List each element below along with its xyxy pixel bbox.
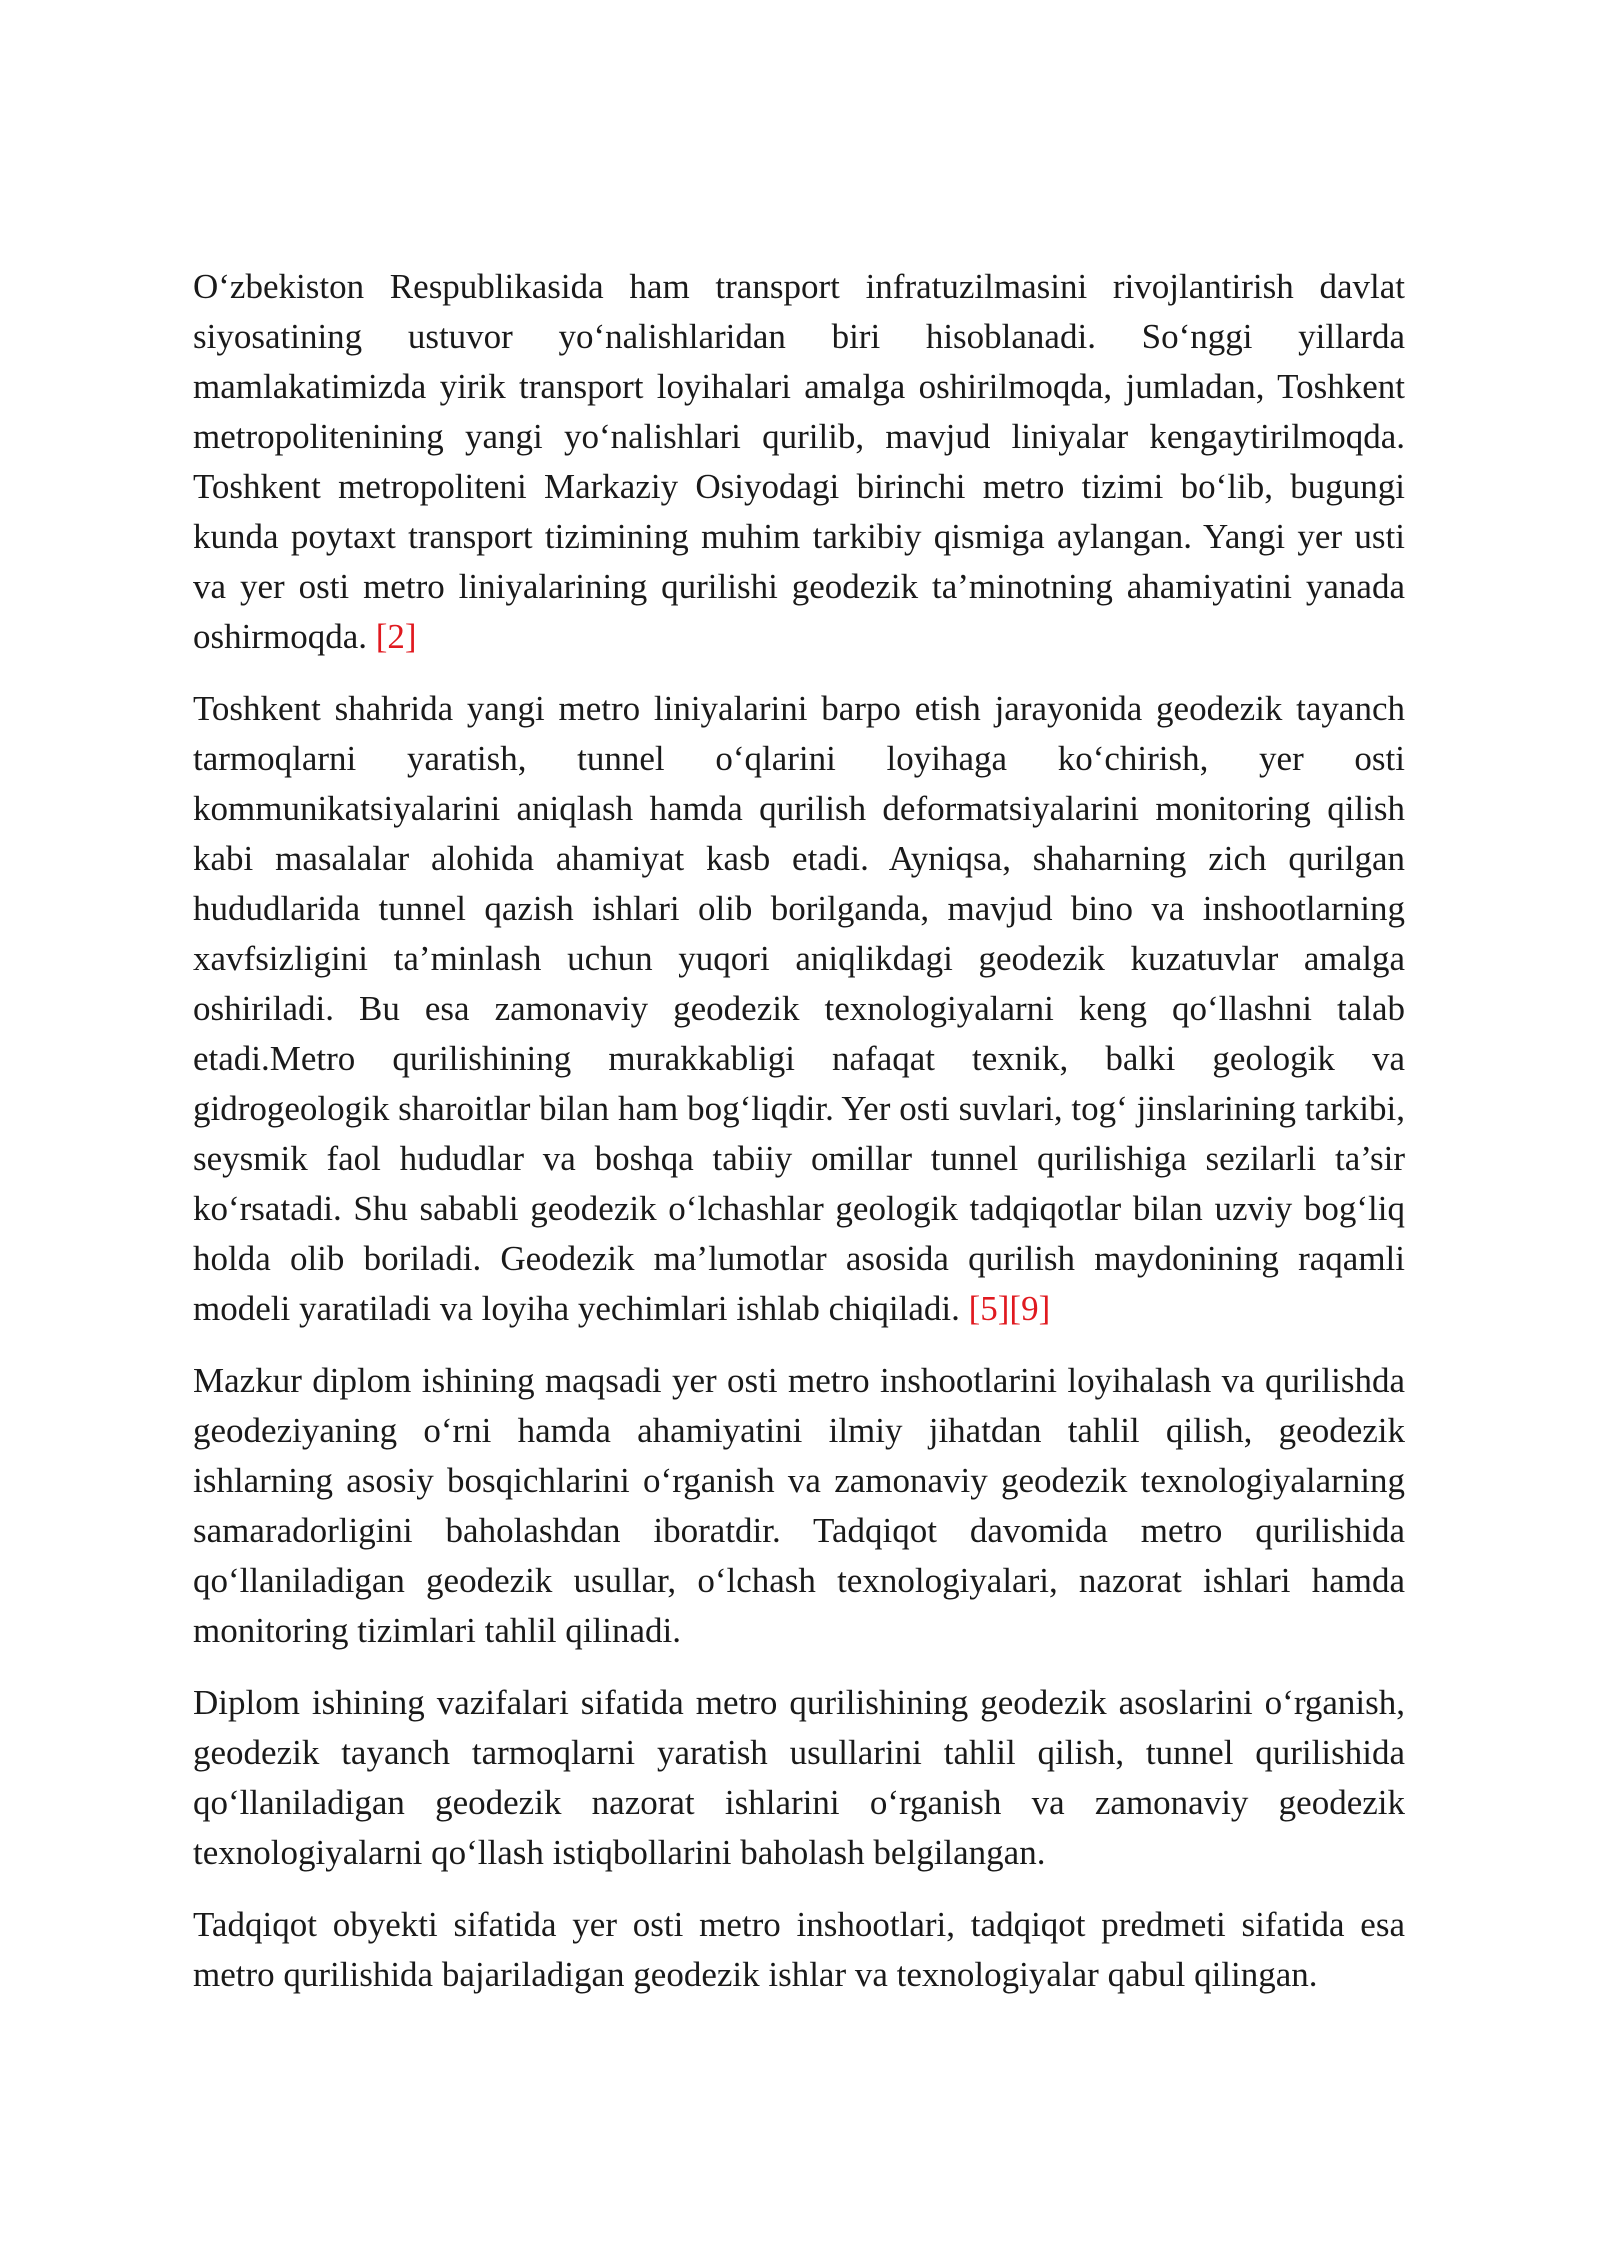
paragraph-text: O‘zbekiston Respublikasida ham transport infratuzilmasini rivojlantirish davlat siyosatining ustuvor yo‘nalishlaridan biri hisoblanadi. So‘nggi yillarda mamlakatimizda yirik transport loyihalari amalga oshirilmoqda, jumladan, Toshkent metropolitenining yangi yo‘nalishlari qurilib, mavjud liniyalar kengaytirilmoqda. Toshkent metropoliteni Markaziy Osiyodagi birinchi metro tizimi bo‘lib, bugungi kunda poytaxt transport tizimining muhim tarkibiy qismiga aylangan. Yangi yer usti va yer osti metro liniyalarining qurilishi geodezik ta’minotning ahamiyatini yanada oshirmoqda. — [193, 267, 1405, 656]
citation-link[interactable]: [5][9] — [968, 1289, 1051, 1328]
paragraph-text: Tadqiqot obyekti sifatida yer osti metro inshootlari, tadqiqot predmeti sifatida esa metro qurilishida bajariladigan geodezik ishlar va texnologiyalar qabul qilingan. — [193, 1905, 1405, 1994]
paragraph-tashkent-metro — [193, 684, 1405, 1334]
paragraph-text: Diplom ishining vazifalari sifatida metro qurilishining geodezik asoslarini o‘rganish, geodezik tayanch tarmoqlarni yaratish usullarini tahlil qilish, tunnel qurilishida qo‘llaniladigan geodezik nazorat ishlarini o‘rganish va zamonaviy geodezik texnologiyalarni qo‘llash istiqbollarini baholash belgilangan. — [193, 1683, 1405, 1872]
document-page — [193, 262, 1405, 2022]
paragraph-thesis-tasks — [193, 1678, 1405, 1878]
paragraph-text: Mazkur diplom ishining maqsadi yer osti metro inshootlarini loyihalash va qurilishda geodeziyaning o‘rni hamda ahamiyatini ilmiy jihatdan tahlil qilish, geodezik ishlarning asosiy bosqichlarini o‘rganish va zamonaviy geodezik texnologiyalarning samaradorligini baholashdan iboratdir. Tadqiqot davomida metro qurilishida qo‘llaniladigan geodezik usullar, o‘lchash texnologiyalari, nazorat ishlari hamda monitoring tizimlari tahlil qilinadi. — [193, 1361, 1405, 1650]
paragraph-thesis-goal — [193, 1356, 1405, 1656]
paragraph-text: Toshkent shahrida yangi metro liniyalarini barpo etish jarayonida geodezik tayanch tarmoqlarni yaratish, tunnel o‘qlarini loyihaga ko‘chirish, yer osti kommunikatsiyalarini aniqlash hamda qurilish deformatsiyalarini monitoring qilish kabi masalalar alohida ahamiyat kasb etadi. Ayniqsa, shaharning zich qurilgan hududlarida tunnel qazish ishlari olib borilganda, mavjud bino va inshootlarning xavfsizligini ta’minlash uchun yuqori aniqlikdagi geodezik kuzatuvlar amalga oshiriladi. Bu esa zamonaviy geodezik texnologiyalarni keng qo‘llashni talab etadi.Metro qurilishining murakkabligi nafaqat texnik, balki geologik va gidrogeologik sharoitlar bilan ham bog‘liqdir. Yer osti suvlari, tog‘ jinslarining tarkibi, seysmik faol hududlar va boshqa tabiiy omillar tunnel qurilishiga sezilarli ta’sir ko‘rsatadi. Shu sababli geodezik o‘lchashlar geologik tadqiqotlar bilan uzviy bog‘liq holda olib boriladi. Geodezik ma’lumotlar asosida qurilish maydonining raqamli modeli yaratiladi va loyiha yechimlari ishlab chiqiladi. — [193, 689, 1405, 1328]
paragraph-research-object — [193, 1900, 1405, 2000]
paragraph-transport-policy — [193, 262, 1405, 662]
citation-link[interactable]: [2] — [375, 617, 417, 656]
